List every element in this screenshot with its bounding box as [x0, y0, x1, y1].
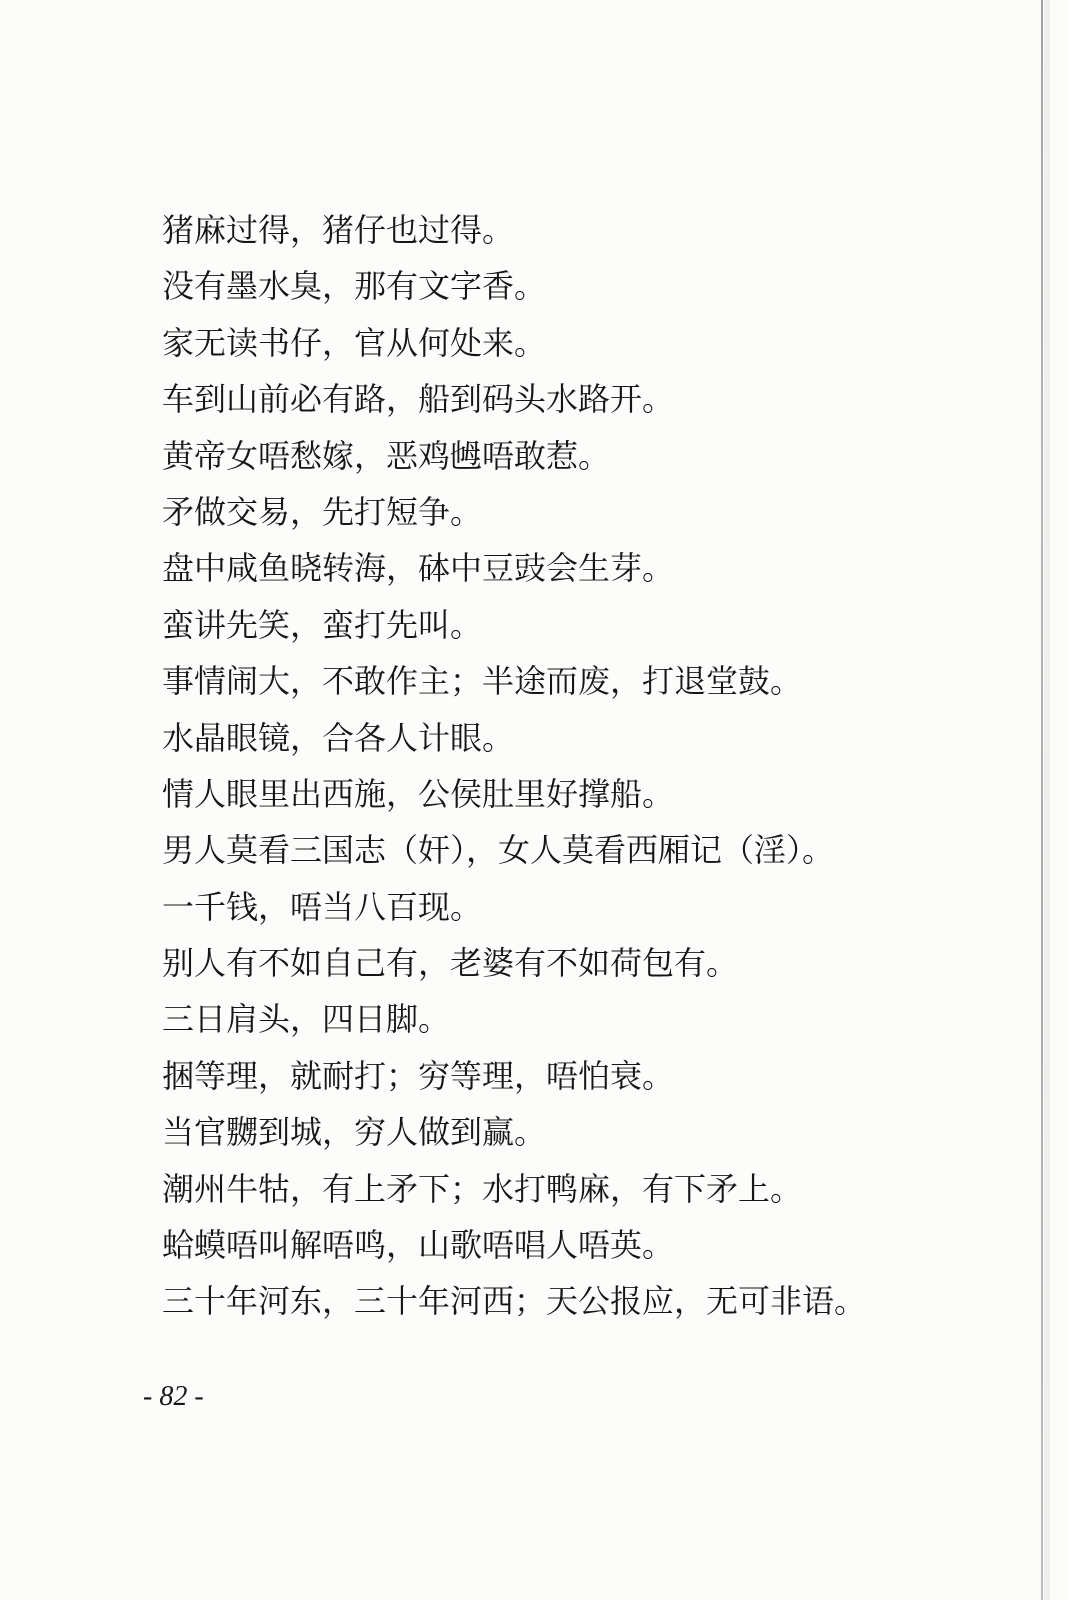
proverb-line: 三十年河东，三十年河西；天公报应，无可非语。 — [162, 1282, 867, 1321]
proverb-line: 男人莫看三国志（奸），女人莫看西厢记（淫）。 — [162, 831, 835, 870]
proverb-line: 三日肩头，四日脚。 — [162, 1000, 451, 1039]
proverb-list — [162, 202, 1022, 1330]
proverb-line: 水晶眼镜，合各人计眼。 — [162, 718, 515, 757]
proverb-line: 当官嬲到城，穷人做到赢。 — [162, 1113, 547, 1152]
proverb-line: 蛤蟆唔叫解唔鸣，山歌唔唱人唔英。 — [162, 1226, 675, 1265]
page-number: - 82 - — [143, 1381, 204, 1412]
proverb-line: 矛做交易，先打短争。 — [162, 492, 483, 531]
proverb-line: 家无读书仔，官从何处来。 — [162, 323, 547, 362]
scan-edge-shadow — [1044, 0, 1050, 1600]
proverb-line: 猪麻过得，猪仔也过得。 — [162, 211, 515, 249]
proverb-line: 车到山前必有路，船到码头水路开。 — [162, 380, 675, 419]
proverb-line: 别人有不如自己有，老婆有不如荷包有。 — [162, 944, 739, 983]
proverb-line: 蛮讲先笑，蛮打先叫。 — [162, 605, 483, 644]
proverb-line: 黄帝女唔愁嫁，恶鸡乸唔敢惹。 — [162, 436, 611, 475]
scan-edge-line — [1041, 0, 1043, 1600]
proverb-line: 一千钱，唔当八百现。 — [162, 887, 483, 926]
proverb-line: 潮州牛牯，有上矛下；水打鸭麻，有下矛上。 — [162, 1169, 803, 1208]
proverb-line: 事情闹大，不敢作主；半途而废，打退堂鼓。 — [162, 662, 803, 701]
proverb-line: 情人眼里出西施，公侯肚里好撑船。 — [162, 774, 675, 813]
proverb-line: 没有墨水臭，那有文字香。 — [162, 267, 547, 306]
proverb-line: 盘中咸鱼晓转海，砵中豆豉会生芽。 — [162, 549, 675, 588]
proverb-line: 捆等理，就耐打；穷等理，唔怕衰。 — [162, 1056, 675, 1095]
